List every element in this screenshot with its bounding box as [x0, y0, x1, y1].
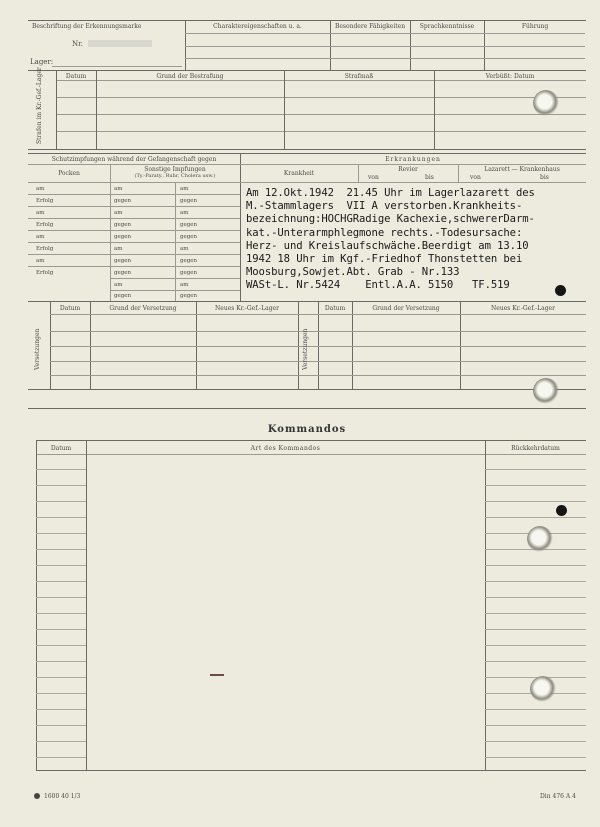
impf-t-am-1: am [180, 186, 189, 192]
kommandos-title: Kommandos [267, 424, 347, 435]
strafen-top-rule [28, 70, 586, 71]
erk-col-lazarett: Lazarett — Krankenhaus [484, 166, 560, 173]
kommandos-top-rule [36, 440, 586, 441]
section2-subheader-rule [28, 164, 586, 165]
typed-death-record [246, 187, 535, 293]
impf-s-gegen-2: gegen [114, 222, 132, 228]
vers-right-side-label: Versetzungen [302, 328, 309, 370]
punch-hole-1 [533, 90, 559, 116]
impf-s-gegen-3: gegen [114, 234, 132, 240]
komm-rueck-lines [485, 454, 586, 770]
impf-t-gegen-2: gegen [180, 222, 198, 228]
header-line-2 [185, 46, 585, 47]
typed-line-1: Am 12.Okt.1942 21.45 Uhr im Lagerlazarett des [246, 187, 535, 199]
typed-line-4: kat.-Unterarmphlegmone rechts.-Todesursache: [246, 226, 523, 239]
impf-col-pocken: Pocken [58, 170, 80, 177]
erk-col-revier: Revier [398, 166, 418, 173]
vers-left-side-label: Versetzungen [34, 328, 41, 370]
impf-row-line-9 [110, 290, 240, 291]
impf-row-line-5 [28, 242, 240, 243]
erk-col-revier-bis: bis [425, 174, 434, 181]
erk-col-lazarett-bis: bis [540, 174, 549, 181]
strafen-header-rule [56, 80, 586, 81]
impf-am-1: am [36, 186, 45, 192]
vers-l-col-datum: Datum [59, 305, 81, 312]
vers-row-4 [50, 375, 586, 376]
vers-r-col-grund: Grund der Versetzung [372, 305, 440, 312]
lager-label: Lager: [30, 58, 54, 66]
impf-t-gegen-4: gegen [180, 258, 198, 264]
footer-din-format: Din 476 A 4 [540, 793, 576, 800]
komm-col-rueck: Rückkehrdatum [511, 445, 560, 452]
typed-line-3: bezeichnung:HOCHGRadige Kachexie,schwererDarm- [246, 213, 535, 226]
punch-hole-6 [530, 676, 556, 702]
strafen-col-grund: Grund der Bestrafung [156, 73, 224, 80]
impfungen-title: Schutzimpfungen während der Gefangenschaft gegen [51, 156, 217, 163]
typed-line-5: Herz- und Kreislaufschwäche.Beerdigt am 13.10 [246, 239, 529, 252]
punch-hole-3 [533, 378, 559, 404]
impf-t-gegen-1: gegen [180, 198, 198, 204]
vers-l-col-grund: Grund der Versetzung [109, 305, 177, 312]
footer-print-code: 1600 40 1/3 [44, 793, 81, 800]
ink-mark [210, 674, 224, 676]
vers-l-col-neues: Neues Kr.-Gef.-Lager [215, 305, 279, 312]
impf-t-gegen-3: gegen [180, 234, 198, 240]
vers-r-col-neues: Neues Kr.-Gef.-Lager [491, 305, 555, 312]
lager-line [52, 66, 182, 67]
vers-header-rule [50, 314, 586, 315]
header-line-1 [185, 33, 585, 34]
komm-col-art: Art des Kommandos [250, 445, 321, 452]
impf-am-2: am [36, 210, 45, 216]
impf-am-3: am [36, 234, 45, 240]
impf-s-gegen-1: gegen [114, 198, 132, 204]
erk-col-div-1 [358, 164, 359, 182]
impf-t-am-3: am [180, 246, 189, 252]
strafen-col-1 [96, 70, 97, 149]
impf-erfolg-2: Erfolg [36, 222, 54, 228]
charakter-label: Charaktereigenschaften u. a. [213, 23, 302, 30]
komm-col-datum: Datum [50, 445, 72, 452]
impf-erfolg-1: Erfolg [36, 198, 54, 204]
impf-s-gegen-5: gegen [114, 270, 132, 276]
punch-hole-4 [556, 505, 567, 516]
erk-col-revier-von: von [368, 174, 379, 181]
erk-col-krankheit: Krankheit [283, 170, 315, 177]
fuehrung-label: Führung [521, 23, 549, 30]
versetzungen-bottom-rule [28, 389, 586, 390]
typed-line-6: 1942 18 Uhr im Kgf.-Friedhof Thonstetten bei [246, 253, 523, 266]
section2-header-bottom [28, 182, 586, 183]
impf-t-gegen-6: gegen [180, 293, 198, 299]
strafen-col-2 [284, 70, 285, 149]
punch-hole-5 [527, 526, 553, 552]
impf-col-div-1 [110, 164, 111, 301]
strafen-row-3 [56, 131, 586, 132]
sprachen-label: Sprachkenntnisse [419, 23, 475, 30]
impf-erfolg-4: Erfolg [36, 270, 54, 276]
impf-row-line-4 [28, 230, 240, 231]
impf-am-4: am [36, 258, 45, 264]
impf-col-sonstige-sub: (Ty.-Paraty., Ruhr, Cholera usw.) [134, 173, 216, 179]
vers-row-1 [50, 331, 586, 332]
typed-line-8: WASt-L. Nr.5424 Entl.A.A. 5150 TF.519 [246, 279, 510, 292]
impf-erfolg-3: Erfolg [36, 246, 54, 252]
nr-label: Nr. [72, 40, 83, 48]
kommandos-col-1 [86, 440, 87, 770]
top-rule [28, 20, 586, 21]
impf-s-am-3: am [114, 246, 123, 252]
impf-row-line-2 [28, 206, 240, 207]
erkrankungen-title: Erkrankungen [385, 156, 441, 163]
strafen-col-datum: Datum [65, 73, 87, 80]
strafen-row-1 [56, 97, 586, 98]
strafen-col-verbuesst: Verbüßt: Datum [485, 73, 535, 80]
typed-line-7: Moosburg,Sowjet.Abt. Grab - Nr.133 [246, 266, 460, 279]
strafen-side-label: Strafen im Kr.-Gef.-Lager [36, 67, 43, 144]
typed-line-2: M.-Stammlagers VII A verstorben.Krankheits- [246, 200, 523, 213]
erk-col-lazarett-von: von [470, 174, 481, 181]
impf-row-line-1 [28, 194, 240, 195]
impf-row-line-7 [28, 266, 240, 267]
punch-hole-2 [555, 285, 566, 296]
strafen-side-divider [56, 70, 57, 149]
impf-row-line-3 [28, 218, 240, 219]
impf-t-am-2: am [180, 210, 189, 216]
impf-s-gegen-4: gegen [114, 258, 132, 264]
section2-top-rule [28, 153, 586, 154]
header-line-3 [185, 58, 585, 59]
impf-s-am-2: am [114, 210, 123, 216]
komm-datum-lines [36, 454, 86, 770]
vers-row-2 [50, 346, 586, 347]
footer-bullet [34, 793, 40, 799]
versetzungen-top-rule [28, 301, 586, 302]
impf-s-gegen-6: gegen [114, 293, 132, 299]
strafen-row-2 [56, 114, 586, 115]
impf-t-am-4: am [180, 282, 189, 288]
vers-row-3 [50, 361, 586, 362]
strafen-bottom-rule [28, 149, 586, 150]
strafen-col-3 [434, 70, 435, 149]
erk-col-div-2 [458, 164, 459, 182]
impf-s-am-1: am [114, 186, 123, 192]
vers-r-col-datum: Datum [324, 305, 346, 312]
section-separator [28, 408, 586, 409]
nr-field [88, 40, 152, 47]
faehigkeiten-label: Besondere Fähigkeiten [334, 23, 406, 30]
impf-s-am-4: am [114, 282, 123, 288]
impf-row-line-6 [28, 254, 240, 255]
impf-row-line-8 [110, 278, 240, 279]
strafen-col-strafmass: Strafmaß [344, 73, 374, 80]
erkennungsmarke-label: Beschriftung der Erkennungsmarke [32, 23, 142, 30]
kommandos-bottom-rule [36, 770, 586, 771]
impf-t-gegen-5: gegen [180, 270, 198, 276]
impf-col-sonstige: Sonstige Impfungen [144, 166, 206, 173]
